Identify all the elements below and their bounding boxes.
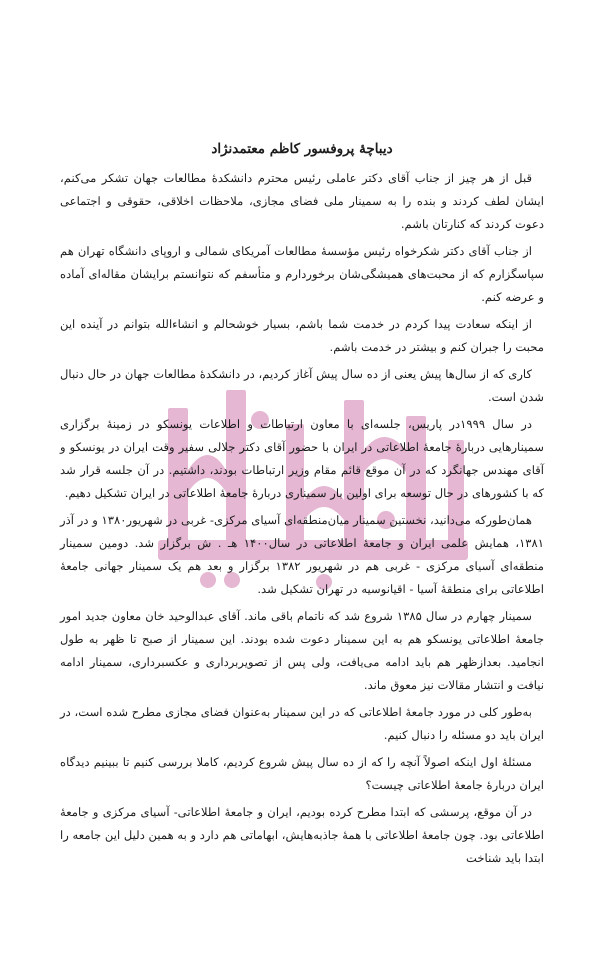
paragraph: از اینکه سعادت پیدا کردم در خدمت شما باشم، بسیار خوشحالم و انشاءالله بتوانم در آینده این محبت را جبران کنم و بیشتر در خدمت باشم. — [60, 317, 544, 354]
document-body — [60, 137, 544, 874]
paragraph: سمینار چهارم در سال ۱۳۸۵ شروع شد که ناتمام باقی ماند. آقای عبدالوحید خان معاون جدید امور جامعهٔ اطلاعاتی یونسکو هم به این سمینار دعوت شده بودند. این سمینار از صبح تا ظهر به طول انجامید. بعدازظهر هم باید ادامه می‌یافت، ولی پس از تصویربرداری و عکسبرداری، سمینار ادامه نیافت و انتشار مقالات نیز معوق ماند. — [60, 609, 544, 692]
paragraph: همان‌طورکه می‌دانید، نخستین سمینار میان‌منطقه‌ای آسیای مرکزی- غربی در شهریور۱۳۸۰ و در آذر ۱۳۸۱، همایش علمی ایران و جامعهٔ اطلاعاتی در سال۱۴۰۰ هـ . ش برگزار شد. دومین سمینار منطقه‌ای آسیای مرکزی - غربی هم در شهریور ۱۳۸۲ برگزار و بعد هم یک سمینار جهانی جامعهٔ اطلاعاتی برای منطقهٔ آسیا - اقیانوسیه در تهران تشکیل شد. — [60, 513, 544, 596]
paragraph: مسئلهٔ اول اینکه اصولاً آنچه را که از ده سال پیش شروع کردیم، کاملا بررسی کنیم تا ببینیم دیدگاه ایران دربارهٔ جامعهٔ اطلاعاتی چیست؟ — [60, 755, 544, 792]
paragraph: قبل از هر چیز از جناب آقای دکتر عاملی رئیس محترم دانشکدهٔ مطالعات جهان تشکر می‌کنم، ایشان لطف کردند و بنده را به سمینار ملی فضای مجازی، ملاحظات اخلاقی، حقوقی و اجتماعی دعوت کردند که کنارتان باشم. — [60, 171, 544, 231]
document-title: دیباچهٔ پروفسور کاظم معتمدنژاد — [211, 141, 393, 157]
paragraph: کاری که از سال‌ها پیش یعنی از ده سال پیش آغاز کردیم، در دانشکدهٔ مطالعات جهان در حال دنبال شدن است. — [60, 367, 544, 404]
paragraph: در سال ۱۹۹۹در پاریس، جلسه‌ای با معاون ارتباطات و اطلاعات یونسکو در زمینهٔ برگزاری سمینارهایی دربارهٔ جامعهٔ اطلاعاتی در ایران با حضور آقای دکتر جلالی سفیر وقت ایران در یونسکو و آقای مهندس جهانگرد که در آن موقع قائم مقام وزیر ارتباطات بودند، داشتیم. در آن جلسه قرار شد که با کشورهای در حال توسعه برای اولین بار سمیناری دربارهٔ جامعهٔ اطلاعاتی در ایران تشکیل دهیم. — [60, 417, 544, 500]
paragraph: در آن موقع، پرسشی که ابتدا مطرح کرده بودیم، ایران و جامعهٔ اطلاعاتی- آسیای مرکزی و جامعهٔ اطلاعاتی بود. چون جامعهٔ اطلاعاتی با همهٔ جاذبه‌هایش، ابهاماتی هم دارد و به همین دلیل این جامعه را ابتدا باید شناخت — [60, 805, 544, 865]
paragraph: از جناب آقای دکتر شکرخواه رئیس مؤسسهٔ مطالعات آمریکای شمالی و اروپای دانشگاه تهران هم سپاسگزارم که از محبت‌های همیشگی‌شان برخوردارم و متأسفم که نتوانستم برایشان مقاله‌ای آماده و عرضه کنم. — [60, 244, 544, 304]
paragraph: به‌طور کلی در مورد جامعهٔ اطلاعاتی که در این سمینار به‌عنوان فضای مجازی مطرح شده است، در ایران باید دو مسئله را دنبال کنیم. — [60, 705, 544, 742]
